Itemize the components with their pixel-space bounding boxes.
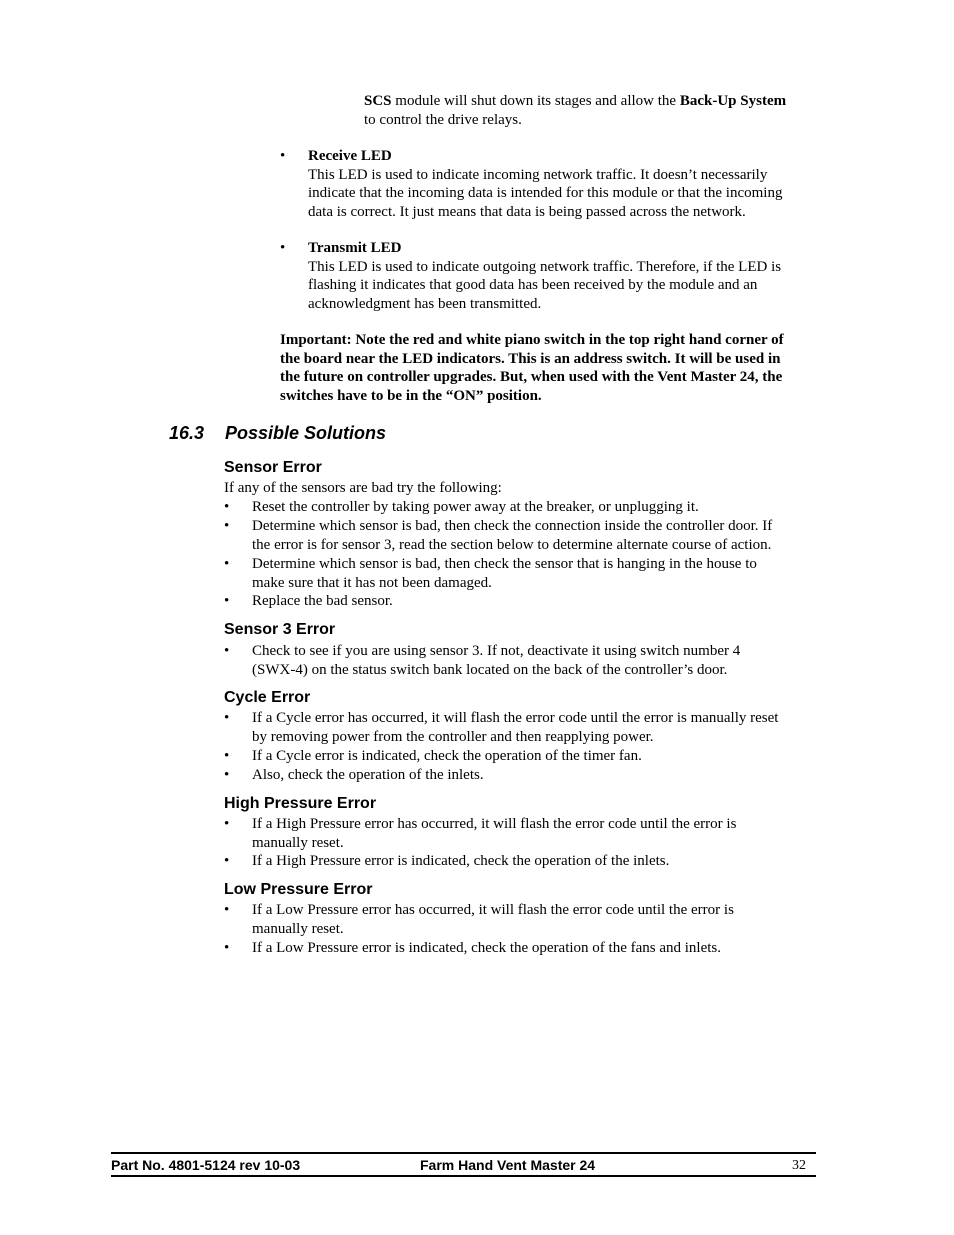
list-item xyxy=(252,815,736,852)
list-item-text: manually reset. xyxy=(252,920,344,937)
list-item-text: by removing power from the controller and then reapplying power. xyxy=(252,728,654,745)
list-item xyxy=(252,498,699,517)
transmit-led-item xyxy=(308,239,781,313)
scs-term: SCS xyxy=(364,93,392,109)
backup-system-term: Back-Up System xyxy=(679,93,787,109)
bullet-icon: • xyxy=(224,643,230,659)
low-pressure-error-heading: Low Pressure Error xyxy=(224,881,373,898)
bullet-icon: • xyxy=(280,240,286,256)
transmit-led-line: acknowledgment has been transmitted. xyxy=(308,295,542,312)
transmit-led-title: Transmit LED xyxy=(308,240,402,256)
list-item-text: Replace the bad sensor. xyxy=(252,593,393,609)
list-item-text: If a Low Pressure error is indicated, check the operation of the fans and inlets. xyxy=(252,940,721,956)
list-item-text: If a Cycle error has occurred, it will flash the error code until the error is manually reset xyxy=(252,710,779,726)
list-item-text: make sure that it has not been damaged. xyxy=(252,574,492,591)
list-item-text: If a Cycle error is indicated, check the operation of the timer fan. xyxy=(252,748,642,764)
list-item-text: If a High Pressure error is indicated, check the operation of the inlets. xyxy=(252,853,670,869)
list-item-text: Check to see if you are using sensor 3. If not, deactivate it using switch number 4 xyxy=(252,643,741,659)
list-item xyxy=(252,555,757,592)
list-item-text: the error is for sensor 3, read the section below to determine alternate course of action. xyxy=(252,536,772,553)
scs-text-line2: to control the drive relays. xyxy=(364,111,522,128)
receive-led-item xyxy=(308,147,782,221)
list-item-text: (SWX-4) on the status switch bank located on the back of the controller’s door. xyxy=(252,661,728,678)
bullet-icon: • xyxy=(224,518,230,534)
important-note xyxy=(280,331,784,405)
important-line: switches have to be in the “ON” position. xyxy=(280,387,542,404)
bullet-icon: • xyxy=(224,767,230,783)
bullet-icon: • xyxy=(224,748,230,764)
list-item xyxy=(252,852,669,871)
section-heading xyxy=(169,423,387,444)
receive-led-line: indicate that the incoming data is intended for this module or that the incoming xyxy=(308,185,783,201)
list-item xyxy=(252,517,772,554)
scs-text: module will shut down its stages and allow the xyxy=(391,93,680,109)
sensor-error-heading: Sensor Error xyxy=(224,459,322,476)
list-item xyxy=(252,766,484,785)
list-item-text: Determine which sensor is bad, then check the connection inside the controller door. If xyxy=(252,518,773,534)
list-item-text: If a High Pressure error has occurred, it will flash the error code until the error is xyxy=(252,816,737,832)
bullet-icon: • xyxy=(224,940,230,956)
bullet-icon: • xyxy=(224,556,230,572)
list-item xyxy=(252,592,393,611)
important-line: the board near the LED indicators. This is an address switch. It will be used in xyxy=(280,350,781,367)
list-item-text: Determine which sensor is bad, then check the sensor that is hanging in the house to xyxy=(252,556,757,572)
bullet-icon: • xyxy=(224,816,230,832)
bullet-icon: • xyxy=(224,499,230,515)
list-item xyxy=(252,709,778,746)
footer-top-rule xyxy=(111,1152,816,1154)
bullet-icon: • xyxy=(224,710,230,726)
transmit-led-line: This LED is used to indicate outgoing network traffic. Therefore, if the LED is xyxy=(308,258,782,275)
footer-title: Farm Hand Vent Master 24 xyxy=(420,1157,596,1173)
cycle-error-heading: Cycle Error xyxy=(224,689,311,706)
transmit-led-line: flashing it indicates that good data has been received by the module and an xyxy=(308,277,758,293)
list-item xyxy=(252,939,721,958)
footer-page-number: 32 xyxy=(792,1158,806,1173)
list-item xyxy=(252,747,642,766)
important-line: the future on controller upgrades. But, when used with the Vent Master 24, the xyxy=(280,369,783,385)
list-item-text: manually reset. xyxy=(252,834,344,851)
list-item xyxy=(252,901,734,938)
high-pressure-error-heading: High Pressure Error xyxy=(224,795,377,812)
section-number: 16.3 xyxy=(169,423,205,443)
bullet-icon: • xyxy=(224,902,230,918)
section-title: Possible Solutions xyxy=(225,423,387,443)
bullet-icon: • xyxy=(224,853,230,869)
important-line: Important: Note the red and white piano switch in the top right hand corner of xyxy=(280,332,784,348)
bullet-icon: • xyxy=(280,148,286,164)
list-item-text: Reset the controller by taking power away at the breaker, or unplugging it. xyxy=(252,499,699,515)
receive-led-line: data is correct. It just means that data is being passed across the network. xyxy=(308,203,746,220)
bullet-icon: • xyxy=(224,593,230,609)
receive-led-title: Receive LED xyxy=(308,148,392,164)
sensor-error-intro: If any of the sensors are bad try the following: xyxy=(224,480,502,496)
list-item-text: If a Low Pressure error has occurred, it will flash the error code until the error is xyxy=(252,902,734,918)
list-item-text: Also, check the operation of the inlets. xyxy=(252,767,484,783)
footer-bottom-rule xyxy=(111,1175,816,1177)
scs-paragraph xyxy=(364,92,786,129)
footer-part-number: Part No. 4801-5124 rev 10-03 xyxy=(111,1157,301,1173)
list-item xyxy=(252,642,740,679)
receive-led-line: This LED is used to indicate incoming network traffic. It doesn’t necessarily xyxy=(308,166,768,183)
sensor3-error-heading: Sensor 3 Error xyxy=(224,621,336,638)
